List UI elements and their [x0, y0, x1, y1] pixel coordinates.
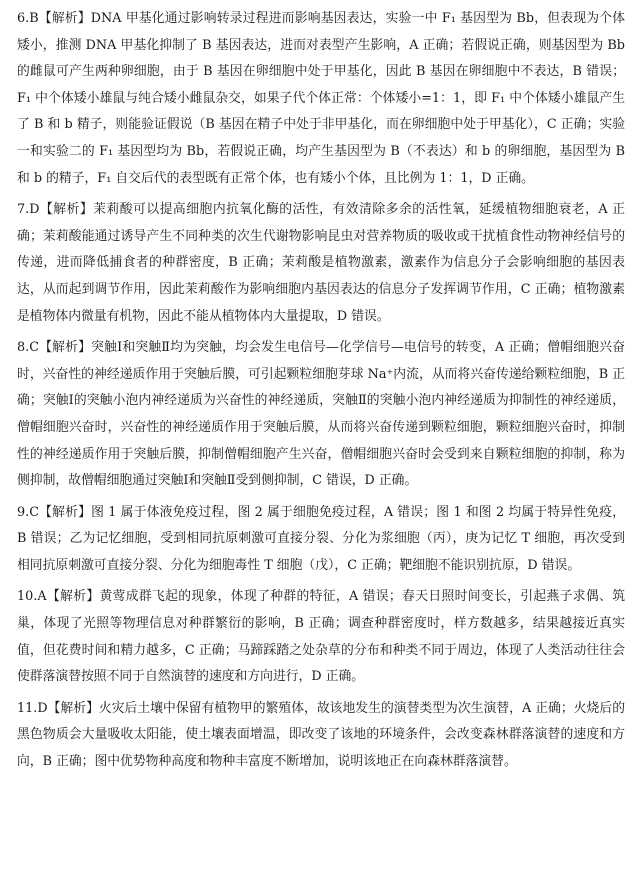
answer-number: 9.: [17, 504, 30, 520]
answer-text: D【解析】茉莉酸可以提高细胞内抗氧化酶的活性，有效清除多余的活性氧，延缓植物细胞衰老，A 正确；茉莉酸能通过诱导产生不同种类的次生代谢物影响昆虫对营养物质的吸收或干扰植食性动物神经信号的传递，进而降低捕食者的种群密度，B 正确；茉莉酸是植物激素，激素作为信息分子会影响细胞的基因表达，从而起到调节作用，因此茉莉酸作为影响细胞内基因表达的信息分子发挥调节作用，C 正确；植物激素是植物体内微量有机物，因此不能从植物体内大量提取，D 错误。: [17, 202, 625, 324]
answer-text: B【解析】DNA 甲基化通过影响转录过程进而影响基因表达，实验一中 F₁ 基因型为 Bb，但表现为个体矮小，推测 DNA 甲基化抑制了 B 基因表达，进而对表型产生影响，A 正确；若假说正确，则基因型为 Bb 的雌鼠可产生两种卵细胞，由于 B 基因在卵细胞中处于甲基化，因此 B 基因在卵细胞中不表达，B 错误；F₁ 中个体矮小雄鼠与纯合矮小雌鼠杂交，如果子代个体正常：个体矮小=1：1，即 F₁ 中个体矮小雄鼠产生了 B 和 b 精子，则能验证假说（B 基因在精子中处于非甲基化，而在卵细胞中处于甲基化），C 正确；实验一和实验二的 F₁ 基因型均为 Bb，若假说正确，均产生基因型为 B（不表达）和 b 的卵细胞，基因型为 B 和 b 的精子，F₁ 自交后代的表型既有正常个体，也有矮小个体，且比例为 1：1，D 正确。: [17, 11, 625, 186]
answer-11: [17, 696, 625, 776]
answer-6: [17, 6, 625, 192]
answer-text: C【解析】突触Ⅰ和突触Ⅱ均为突触，均会发生电信号—化学信号—电信号的转变，A 正确；僧帽细胞兴奋时，兴奋性的神经递质作用于突触后膜，可引起颗粒细胞芽球 Na⁺内流，从而将兴奋传递给颗粒细胞，B 正确；突触Ⅰ的突触小泡内神经递质为兴奋性的神经递质，突触Ⅱ的突触小泡内神经递质为抑制性的神经递质，僧帽细胞兴奋时，兴奋性的神经递质作用于突触后膜，从而将兴奋传递到颗粒细胞，颗粒细胞兴奋时，抑制性的神经递质作用于突触后膜，抑制僧帽细胞产生兴奋，僧帽细胞兴奋时会受到来自颗粒细胞的抑制，称为侧抑制，故僧帽细胞通过突触Ⅰ和突触Ⅱ受到侧抑制，C 错误，D 正确。: [17, 340, 625, 489]
answer-number: 7.: [17, 202, 30, 218]
answer-number: 8.: [17, 340, 30, 356]
answer-10: [17, 584, 625, 690]
answer-number: 6.: [17, 11, 30, 26]
answer-9: [17, 500, 625, 580]
answer-text: A【解析】黄莺成群飞起的现象，体现了种群的特征，A 错误；春天日照时间变长，引起燕子求偶、筑巢，体现了光照等物理信息对种群繁衍的影响，B 正确；调查种群密度时，样方数越多，结果越接近真实值，但花费时间和精力越多，C 正确；马蹄踩踏之处杂草的分布和种类不同于周边，体现了人类活动往往会使群落演替按照不同于自然演替的速度和方向进行，D 正确。: [17, 589, 625, 685]
answer-number: 10.: [17, 589, 38, 605]
answer-text: D【解析】火灾后土壤中保留有植物甲的繁殖体，故该地发生的演替类型为次生演替，A 正确；火烧后的黑色物质会大量吸收太阳能，使土壤表面增温，即改变了该地的环境条件，会改变森林群落演替的速度和方向，B 正确；图中优势物种高度和物种丰富度不断增加，说明该地正在向森林群落演替。: [17, 700, 625, 770]
answer-text: C【解析】图 1 属于体液免疫过程，图 2 属于细胞免疫过程，A 错误；图 1 和图 2 均属于特异性免疫，B 错误；乙为记忆细胞，受到相同抗原刺激可直接分裂、分化为浆细胞（丙），庚为记忆 T 细胞，再次受到相同抗原刺激可直接分裂、分化为细胞毒性 T 细胞（戊），C 正确；靶细胞不能识别抗原，D 错误。: [17, 504, 625, 573]
answer-number: 11.: [17, 700, 38, 716]
answer-8: [17, 335, 625, 495]
answer-7: [17, 197, 625, 330]
